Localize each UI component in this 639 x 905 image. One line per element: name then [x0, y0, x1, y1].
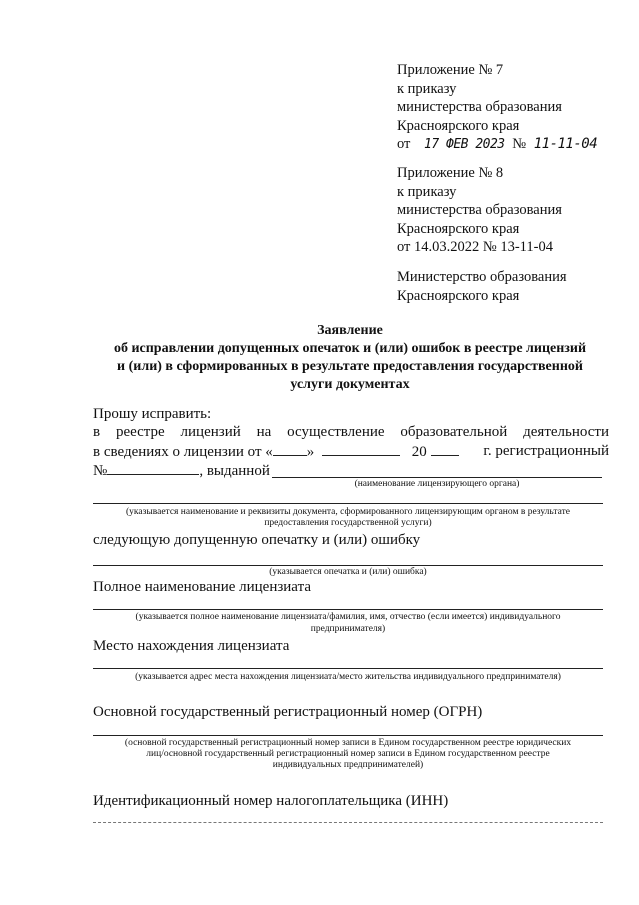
header-line: к приказу: [397, 80, 457, 97]
header-line: от 14.03.2022 № 13-11-04: [397, 239, 553, 255]
recipient-line: Министерство образования: [397, 269, 567, 285]
header-line: Приложение № 8: [397, 165, 504, 181]
caption-authority: (наименование лицензирующего органа): [354, 479, 520, 489]
address-label: Место нахождения лицензиата: [93, 638, 290, 654]
typo-label: следующую допущенную опечатку и (или) ошибку: [93, 532, 421, 548]
inn-field[interactable]: [93, 822, 603, 823]
handwritten-number: 11-11-04: [533, 136, 598, 152]
title-line: и (или) в сформированных в результате предоставления государственной: [117, 359, 583, 374]
recipient-line: Красноярского края: [397, 287, 520, 304]
request-label: Прошу исправить:: [93, 406, 212, 422]
body-line-1: в реестре лицензий на осуществление образовательной деятельности: [93, 424, 609, 440]
inn-label: Идентификационный номер налогоплательщика (ИНН): [93, 793, 449, 809]
header-appendix-7: [397, 61, 597, 155]
caption-fullname-2: предпринимателя): [310, 624, 386, 634]
header-date-line: [397, 135, 597, 155]
header-appendix-8: [397, 164, 562, 257]
header-line: министерства образования: [397, 202, 562, 218]
from-label: от: [397, 136, 411, 152]
year-prefix: 20: [411, 444, 427, 460]
fullname-label: Полное наименование лицензиата: [93, 579, 311, 595]
title-line: услуги документах: [290, 377, 410, 392]
caption-ogrn-3: индивидуальных предпринимателей): [272, 760, 424, 770]
year-field[interactable]: [431, 443, 459, 456]
header-line: к приказу: [397, 183, 457, 200]
title-line: Заявление: [317, 323, 383, 338]
title-line: об исправлении допущенных опечаток и (или) ошибок в реестре лицензий: [113, 341, 587, 356]
caption-ogrn-1: (основной государственный регистрационный номер записи в Едином государственном реестре юридических: [124, 738, 572, 748]
recipient-block: [397, 268, 567, 305]
caption-fullname-1: (указывается полное наименование лицензиата/фамилия, имя, отчество (если имеется) индивидуального: [135, 612, 561, 622]
header-line: Красноярского края: [397, 117, 520, 134]
caption-document-1: (указывается наименование и реквизиты документа, сформированного лицензирующим органом в результате: [126, 507, 570, 517]
number-label: №: [93, 463, 108, 479]
quote-close: »: [306, 444, 315, 460]
registration-label: г. регистрационный: [483, 443, 609, 459]
caption-typo: (указывается опечатка и (или) ошибка): [269, 567, 427, 577]
header-line: министерства образования: [397, 99, 562, 115]
registration-number-field[interactable]: [107, 462, 199, 475]
address-field[interactable]: [93, 668, 603, 669]
document-title: [60, 322, 639, 394]
header-line: Красноярского края: [397, 220, 520, 237]
number-sign: №: [512, 136, 527, 152]
day-field[interactable]: [273, 443, 307, 456]
license-date-label: в сведениях о лицензии от «: [93, 444, 273, 460]
body-line-2: [93, 443, 609, 461]
authority-field[interactable]: [272, 477, 602, 478]
typo-field[interactable]: [93, 565, 603, 566]
ogrn-label: Основной государственный регистрационный номер (ОГРН): [93, 704, 483, 720]
header-line: Приложение № 7: [397, 62, 504, 78]
caption-ogrn-2: лиц/основной государственный регистрационный номер записи в Едином государственном реестре: [146, 749, 550, 759]
ogrn-field[interactable]: [93, 735, 603, 736]
caption-document-2: предоставления государственной услуги): [264, 518, 432, 528]
body-line-3: [93, 462, 270, 480]
caption-address: (указывается адрес места нахождения лицензиата/место жительства индивидуального предпринимателя): [135, 672, 561, 682]
month-field[interactable]: [322, 443, 400, 456]
document-field[interactable]: [93, 503, 603, 504]
issued-label: , выданной: [199, 463, 270, 479]
handwritten-date: 17 ФЕВ 2023: [424, 137, 505, 152]
fullname-field[interactable]: [93, 609, 603, 610]
